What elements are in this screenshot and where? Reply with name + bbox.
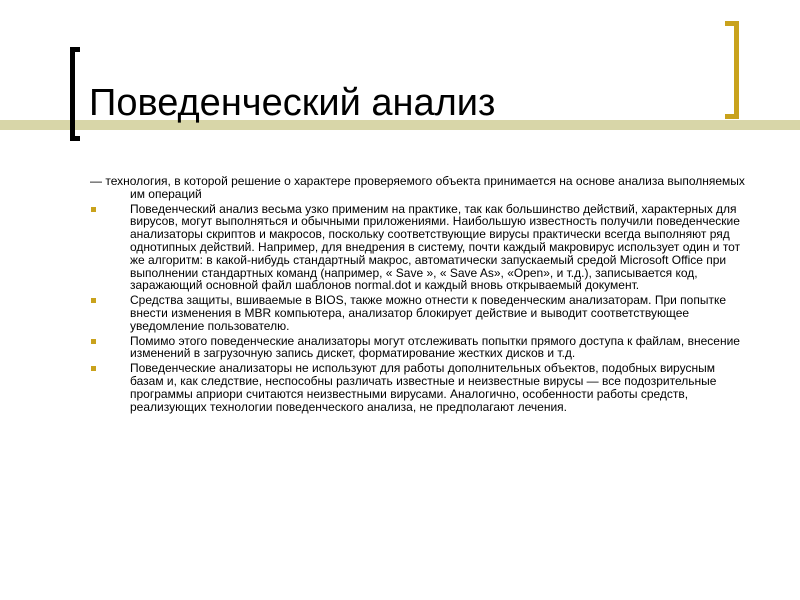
intro-paragraph: — технология, в которой решение о характере проверяемого объекта принимается на основе анализа выполняемых им операций: [90, 174, 745, 201]
bullet-item: [90, 203, 750, 293]
left-bracket-decoration: [70, 47, 80, 141]
slide-title: Поведенческий анализ: [89, 82, 496, 124]
bullet-item: [90, 362, 750, 413]
square-bullet-icon: [91, 298, 96, 303]
bullet-text: Средства защиты, вшиваемые в BIOS, также можно отнести к поведенческим анализаторам. При попытке внести изменения в MBR компьютера, анализатор блокирует действие и выводит соответствующее уведомление пользователю.: [130, 293, 727, 333]
bullet-text: Поведенческие анализаторы не используют для работы дополнительных объектов, подобных вирусным базам и, как следствие, неспособны различать известные и неизвестные вирусы — все подозрительные программы априори считаются неизвестными вирусами. Аналогично, особенности работы средств, реализующих технологии поведенческого анализа, не предполагают лечения.: [130, 361, 717, 414]
square-bullet-icon: [91, 339, 96, 344]
bullet-text: Поведенческий анализ весьма узко применим на практике, так как большинство действий, характерных для вирусов, могут выполняться и обычными приложениями. Наибольшую известность получили поведенческие анализаторы скриптов и макросов, поскольку соответствующие вирусы практически всегда выполняют ряд однотипных действий. Например, для внедрения в систему, почти каждый макровирус использует один и тот же алгоритм: в какой-нибудь стандартный макрос, автоматически запускаемый средой Microsoft Office при выполнении стандартных команд (например, « Save », « Save As», «Open», и т.д.), записывается код, заражающий основной файл шаблонов normal.dot и каждый вновь открываемый документ.: [130, 201, 741, 293]
slide-body: [90, 175, 750, 415]
bullet-text: Помимо этого поведенческие анализаторы могут отслеживать попытки прямого доступа к файлам, внесение изменений в загрузочную запись дискет, форматирование жестких дисков и т.д.: [130, 333, 740, 361]
bullet-item: [90, 294, 750, 332]
square-bullet-icon: [91, 207, 96, 212]
right-bracket-decoration: [725, 21, 739, 119]
bullet-item: [90, 335, 750, 361]
bullet-list: [90, 203, 750, 414]
square-bullet-icon: [91, 366, 96, 371]
